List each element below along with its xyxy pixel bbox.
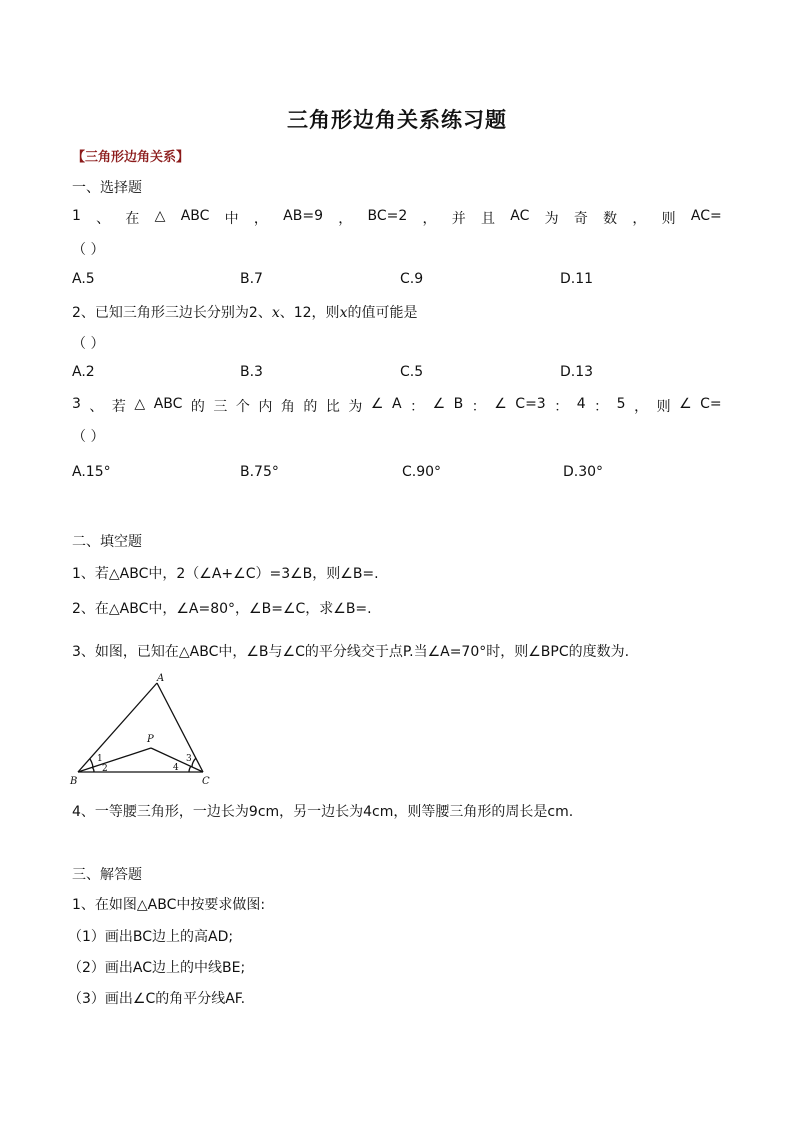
q3-token: ∠	[494, 396, 507, 412]
triangle-figure	[68, 672, 218, 790]
label-b: B	[70, 776, 78, 787]
q2-option-c: C.5	[400, 364, 424, 380]
fill-question-3: 3、如图，已知在△ABC中，∠B与∠C的平分线交于点P.当∠A=70°时，则∠BPC的度数为.	[72, 644, 630, 660]
q3-token: ：	[554, 399, 569, 415]
q2-variable: x	[339, 305, 348, 321]
angle-mark-2	[92, 767, 94, 772]
q3-token: ：	[410, 399, 425, 415]
q3-token: ，	[634, 399, 649, 415]
q1-token: BC=2	[367, 208, 408, 224]
q2-option-a: A.2	[72, 364, 95, 380]
q3-token: C=3	[515, 396, 546, 412]
q1-option-a: A.5	[72, 271, 95, 287]
q3-option-a: A.15°	[72, 464, 111, 480]
q1-option-c: C.9	[400, 271, 424, 287]
q3-token: ：	[471, 399, 486, 415]
q3-token: 内	[258, 399, 273, 415]
q1-option-b: B.7	[240, 271, 263, 287]
q3-token: 个	[235, 399, 250, 415]
q1-token: ，	[338, 211, 353, 227]
q1-token: ，	[253, 211, 268, 227]
q1-token: ，	[632, 211, 647, 227]
angle-label-2: 2	[102, 764, 108, 774]
angle-label-4: 4	[173, 763, 179, 773]
answer-item-2: （2）画出AC边上的中线BE;	[68, 960, 246, 976]
q3-token: 3	[72, 396, 81, 412]
label-c: C	[202, 776, 210, 787]
answer-item-3: （3）画出∠C的角平分线AF.	[68, 991, 246, 1007]
fill-question-2: 2、在△ABC中，∠A=80°，∠B=∠C，求∠B=.	[72, 601, 372, 617]
q2-prefix: 2、已知三角形三边长分别为2、	[72, 305, 272, 321]
q3-token: ABC	[153, 396, 183, 412]
question-2-paren: （ ）	[72, 336, 105, 352]
angle-mark-4	[189, 766, 191, 772]
q3-token: 为	[348, 399, 363, 415]
q3-token: 角	[280, 399, 295, 415]
section-heading-answer: 三、解答题	[72, 867, 142, 883]
q2-suffix: 的值可能是	[347, 305, 418, 321]
q1-option-d: D.11	[560, 271, 594, 287]
fill-question-4: 4、一等腰三角形，一边长为9cm，另一边长为4cm，则等腰三角形的周长是cm.	[72, 804, 574, 820]
q1-token: 并	[451, 211, 466, 227]
question-1-text	[72, 208, 722, 228]
q3-token: 5	[616, 396, 626, 412]
q3-token: ∠	[432, 396, 446, 412]
q1-token: △	[154, 208, 166, 224]
q1-token: 在	[125, 211, 140, 227]
q3-token: 的	[303, 399, 318, 415]
q2-option-b: B.3	[240, 364, 263, 380]
q3-token: ：	[594, 399, 609, 415]
q3-token: 、	[89, 399, 104, 415]
q3-token: 比	[325, 399, 340, 415]
q3-token: 三	[213, 399, 228, 415]
angle-mark-3	[192, 758, 196, 767]
q3-token: 的	[190, 399, 205, 415]
question-1-paren: （ ）	[72, 242, 105, 258]
q2-middle: 、12，则	[279, 305, 340, 321]
q1-token: AC=	[690, 208, 722, 224]
q3-token: ∠	[370, 396, 384, 412]
q1-token: ABC	[180, 208, 210, 224]
q3-token: C=	[700, 396, 722, 412]
section-heading-choice: 一、选择题	[72, 180, 142, 196]
answer-item-1: （1）画出BC边上的高AD;	[68, 929, 234, 945]
label-p: P	[147, 734, 154, 745]
q3-token: ∠	[679, 396, 692, 412]
q3-option-c: C.90°	[402, 464, 442, 480]
q1-token: 且	[481, 211, 496, 227]
angle-label-1: 1	[97, 754, 103, 764]
label-a: A	[157, 673, 165, 684]
q3-token: 若	[111, 399, 126, 415]
q1-token: AC	[510, 208, 530, 224]
q1-token: 数	[603, 211, 618, 227]
q1-token: 为	[544, 211, 559, 227]
q1-token: 则	[661, 211, 676, 227]
q1-token: 、	[96, 211, 111, 227]
q3-token: B	[453, 396, 464, 412]
q1-token: ，	[422, 211, 437, 227]
section-subtitle: 【三角形边角关系】	[72, 150, 190, 165]
q3-token: A	[391, 396, 402, 412]
fill-question-1: 1、若△ABC中，2（∠A+∠C）=3∠B，则∠B=.	[72, 566, 379, 582]
section-heading-fill: 二、填空题	[72, 534, 142, 550]
q3-token: 4	[576, 396, 586, 412]
q1-token: 中	[224, 211, 239, 227]
q2-variable: x	[271, 305, 280, 321]
q1-token: AB=9	[283, 208, 323, 224]
q1-token: 1	[72, 208, 81, 224]
question-2-text	[72, 302, 417, 322]
page-title: 三角形边角关系练习题	[287, 108, 507, 132]
q3-token: △	[134, 396, 146, 412]
q1-token: 奇	[573, 211, 588, 227]
q3-option-d: D.30°	[563, 464, 604, 480]
angle-label-3: 3	[186, 754, 192, 764]
q3-token: 则	[656, 399, 671, 415]
q2-option-d: D.13	[560, 364, 594, 380]
q3-option-b: B.75°	[240, 464, 279, 480]
question-3-paren: （ ）	[72, 429, 105, 445]
question-3-text	[72, 396, 722, 416]
answer-question-1: 1、在如图△ABC中按要求做图:	[72, 897, 266, 913]
